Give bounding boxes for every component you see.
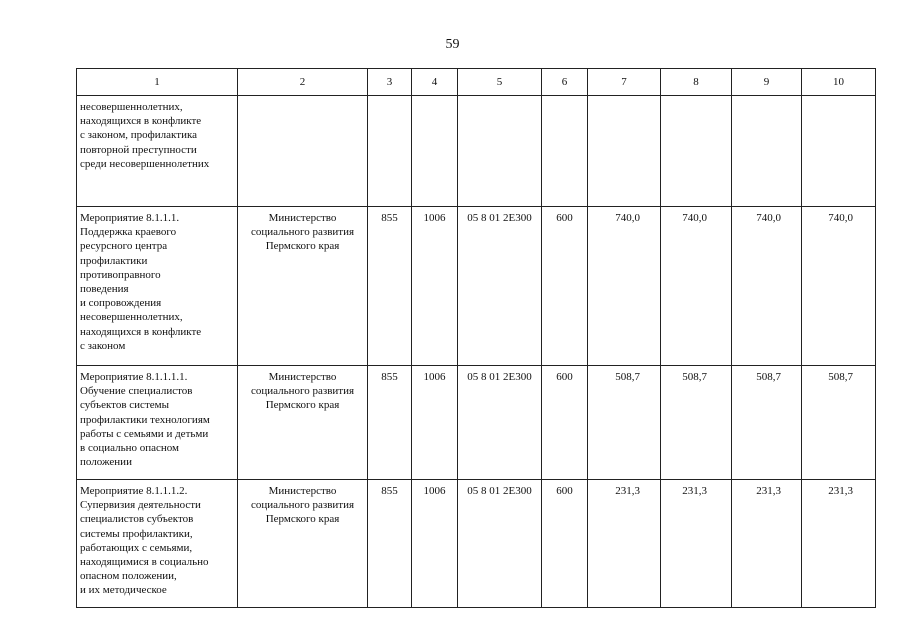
executor-line: социального развития: [250, 226, 355, 239]
measure-name-line: профилактики технологиям: [80, 413, 210, 426]
measure-name-line: и сопровождения: [80, 297, 162, 310]
measure-name-line: Мероприятие 8.1.1.1.: [80, 212, 180, 224]
header-col-10: 10: [802, 69, 876, 96]
amount-cell-7: [588, 96, 661, 207]
measure-name-line: в социально опасном: [80, 442, 180, 455]
header-col-9: 9: [732, 69, 802, 96]
executor-cell: [238, 480, 368, 608]
section-code-cell: 1006: [412, 366, 458, 480]
measure-name-line: находящимися в социально: [80, 556, 209, 569]
header-col-3: 3: [368, 69, 412, 96]
table-row: [77, 207, 876, 366]
measure-name-cell: [77, 96, 238, 207]
expense-type-cell: 600: [542, 207, 588, 366]
measure-name-line: системы профилактики,: [80, 527, 193, 540]
amount-cell-9: [732, 96, 802, 207]
amount-cell-8: 231,3: [661, 480, 732, 608]
table-row: [77, 96, 876, 207]
executor-line: Министерство: [268, 371, 337, 383]
measure-name-line: несовершеннолетних,: [80, 101, 183, 113]
amount-cell-10: [802, 96, 876, 207]
executor-line: Пермского края: [265, 240, 340, 253]
measure-name-line: находящихся в конфликте: [80, 115, 202, 128]
measure-name-cell: [77, 207, 238, 366]
ministry-code-cell: [368, 96, 412, 207]
header-col-7: 7: [588, 69, 661, 96]
executor-line: Министерство: [268, 485, 337, 497]
measure-name-line: Мероприятие 8.1.1.1.2.: [80, 485, 188, 497]
header-col-8: 8: [661, 69, 732, 96]
measure-name-line: профилактики: [80, 254, 148, 267]
executor-cell: [238, 366, 368, 480]
header-col-1: 1: [77, 69, 238, 96]
amount-cell-7: 508,7: [588, 366, 661, 480]
executor-line: социального развития: [250, 499, 355, 512]
ministry-code-cell: 855: [368, 366, 412, 480]
measure-name-line: и их методическое: [80, 584, 167, 597]
section-code-cell: [412, 96, 458, 207]
executor-line: Пермского края: [265, 399, 340, 412]
amount-cell-7: 740,0: [588, 207, 661, 366]
executor-line: социального развития: [250, 385, 355, 398]
measure-name-line: работающих с семьями,: [80, 541, 193, 554]
measure-name-line: специалистов субъектов: [80, 513, 194, 526]
measure-name-line: Супервизия деятельности: [80, 499, 201, 512]
measure-name-line: поведения: [80, 283, 129, 296]
header-row: [77, 69, 876, 96]
measure-name-line: противоправного: [80, 268, 161, 281]
expense-type-cell: 600: [542, 480, 588, 608]
header-col-6: 6: [542, 69, 588, 96]
header-col-5: 5: [458, 69, 542, 96]
measure-name-cell: [77, 366, 238, 480]
measure-name-line: ресурсного центра: [80, 240, 168, 253]
amount-cell-9: 740,0: [732, 207, 802, 366]
expense-type-cell: 600: [542, 366, 588, 480]
measure-name-line: Поддержка краевого: [80, 226, 177, 239]
budget-table: [76, 68, 876, 608]
amount-cell-10: 508,7: [802, 366, 876, 480]
ministry-code-cell: 855: [368, 207, 412, 366]
executor-cell: [238, 96, 368, 207]
header-col-4: 4: [412, 69, 458, 96]
measure-name-line: с законом: [80, 339, 126, 352]
amount-cell-9: 508,7: [732, 366, 802, 480]
executor-cell: [238, 207, 368, 366]
amount-cell-10: 740,0: [802, 207, 876, 366]
measure-name-line: работы с семьями и детьми: [80, 427, 209, 440]
header-col-2: 2: [238, 69, 368, 96]
measure-name-line: среди несовершеннолетних: [80, 157, 210, 170]
amount-cell-7: 231,3: [588, 480, 661, 608]
table-row: [77, 480, 876, 608]
target-item-cell: [458, 96, 542, 207]
measure-name-line: несовершеннолетних,: [80, 311, 183, 324]
measure-name-line: повторной преступности: [80, 143, 197, 156]
ministry-code-cell: 855: [368, 480, 412, 608]
measure-name-line: субъектов системы: [80, 399, 169, 412]
target-item-cell: 05 8 01 2Е300: [458, 207, 542, 366]
page-number: 59: [445, 37, 460, 52]
section-code-cell: 1006: [412, 207, 458, 366]
target-item-cell: 05 8 01 2Е300: [458, 480, 542, 608]
measure-name-cell: [77, 480, 238, 608]
amount-cell-10: 231,3: [802, 480, 876, 608]
target-item-cell: 05 8 01 2Е300: [458, 366, 542, 480]
measure-name-line: Обучение специалистов: [80, 385, 193, 398]
measure-name-line: опасном положении,: [80, 570, 177, 583]
measure-name-line: положении: [80, 456, 132, 469]
measure-name-line: Мероприятие 8.1.1.1.1.: [80, 371, 188, 383]
table-row: [77, 366, 876, 480]
amount-cell-9: 231,3: [732, 480, 802, 608]
amount-cell-8: 508,7: [661, 366, 732, 480]
expense-type-cell: [542, 96, 588, 207]
executor-line: Министерство: [268, 212, 337, 224]
measure-name-line: находящихся в конфликте: [80, 325, 202, 338]
amount-cell-8: [661, 96, 732, 207]
measure-name-line: с законом, профилактика: [80, 129, 198, 142]
section-code-cell: 1006: [412, 480, 458, 608]
amount-cell-8: 740,0: [661, 207, 732, 366]
executor-line: Пермского края: [265, 513, 340, 526]
